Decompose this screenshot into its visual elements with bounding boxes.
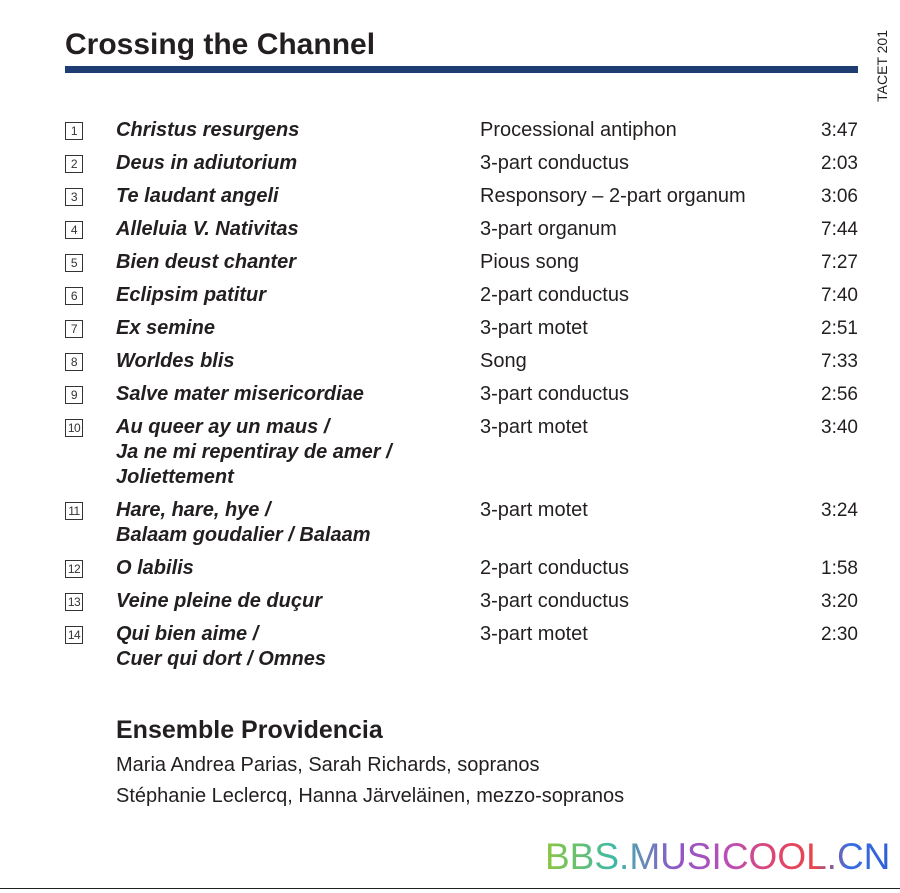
track-number: 10 xyxy=(65,419,83,437)
track-row xyxy=(65,589,858,614)
track-genre: Song xyxy=(480,350,527,372)
track-number-cell xyxy=(65,622,116,644)
track-number: 7 xyxy=(65,320,83,338)
track-title-line: Hare, hare, hye / xyxy=(116,499,271,521)
track-number: 8 xyxy=(65,353,83,371)
track-row xyxy=(65,498,858,548)
track-number: 9 xyxy=(65,386,83,404)
track-title xyxy=(116,316,480,341)
track-title xyxy=(116,151,480,176)
track-row xyxy=(65,415,858,490)
track-genre: 3-part conductus xyxy=(480,590,629,612)
track-row xyxy=(65,622,858,672)
track-list xyxy=(65,118,858,680)
track-number: 3 xyxy=(65,188,83,206)
track-duration: 3:40 xyxy=(821,417,858,438)
track-genre: Pious song xyxy=(480,251,579,273)
track-genre: 2-part conductus xyxy=(480,284,629,306)
track-duration: 2:30 xyxy=(821,624,858,645)
track-title-line: Cuer qui dort / Omnes xyxy=(116,648,327,670)
track-row xyxy=(65,184,858,209)
track-genre: 3-part motet xyxy=(480,317,588,339)
track-number: 5 xyxy=(65,254,83,272)
watermark-text: BBS.MUSICOOL.CN xyxy=(545,836,891,877)
track-number-cell xyxy=(65,184,116,206)
track-duration: 3:06 xyxy=(821,186,858,207)
page-title: Crossing the Channel xyxy=(65,28,376,61)
track-title-line: Ex semine xyxy=(116,317,215,339)
track-duration: 3:47 xyxy=(821,120,858,141)
track-genre: 3-part organum xyxy=(480,218,617,240)
ensemble-member-line: Maria Andrea Parias, Sarah Richards, sopranos xyxy=(116,754,540,776)
track-number-cell xyxy=(65,349,116,371)
ensemble-members xyxy=(116,750,624,812)
ensemble-member-line: Stéphanie Leclercq, Hanna Järveläinen, mezzo-sopranos xyxy=(116,785,625,807)
track-title xyxy=(116,349,480,374)
track-title xyxy=(116,622,480,672)
track-number: 1 xyxy=(65,122,83,140)
track-number-cell xyxy=(65,151,116,173)
track-row xyxy=(65,382,858,407)
track-number-cell xyxy=(65,316,116,338)
track-row xyxy=(65,118,858,143)
track-number-cell xyxy=(65,217,116,239)
track-title-line: Christus resurgens xyxy=(116,119,300,141)
track-duration: 2:03 xyxy=(821,153,858,174)
track-number: 14 xyxy=(65,626,83,644)
track-row xyxy=(65,151,858,176)
track-title-line: Bien deust chanter xyxy=(116,251,297,273)
track-genre: Responsory – 2-part organum xyxy=(480,185,746,207)
track-title xyxy=(116,415,480,490)
track-genre: 3-part conductus xyxy=(480,383,629,405)
track-duration: 1:58 xyxy=(821,558,858,579)
track-number-cell xyxy=(65,382,116,404)
track-title-line: Eclipsim patitur xyxy=(116,284,267,306)
track-title xyxy=(116,283,480,308)
track-title-line: Salve mater misericordiae xyxy=(116,383,364,405)
track-title-line: Joliettement xyxy=(116,466,234,488)
catalog-number: TACET 201 xyxy=(874,30,890,102)
track-genre: Processional antiphon xyxy=(480,119,677,141)
track-title xyxy=(116,589,480,614)
track-number-cell xyxy=(65,498,116,520)
track-row xyxy=(65,556,858,581)
track-number: 2 xyxy=(65,155,83,173)
track-title xyxy=(116,498,480,548)
bottom-rule xyxy=(0,888,900,889)
track-duration: 7:33 xyxy=(821,351,858,372)
title-rule xyxy=(65,66,858,73)
track-title-line: Worldes blis xyxy=(116,350,235,372)
track-title-line: Balaam goudalier / Balaam xyxy=(116,524,371,546)
ensemble-name: Ensemble Providencia xyxy=(116,716,383,744)
track-title-line: Veine pleine de duçur xyxy=(116,590,322,612)
track-row xyxy=(65,283,858,308)
track-number-cell xyxy=(65,250,116,272)
track-number: 4 xyxy=(65,221,83,239)
track-number: 13 xyxy=(65,593,83,611)
track-title-line: Alleluia V. Nativitas xyxy=(116,218,299,240)
track-row xyxy=(65,349,858,374)
track-number-cell xyxy=(65,589,116,611)
track-duration: 7:27 xyxy=(821,252,858,273)
track-title xyxy=(116,118,480,143)
track-number: 11 xyxy=(65,502,83,520)
track-number: 6 xyxy=(65,287,83,305)
track-genre: 2-part conductus xyxy=(480,557,629,579)
track-title xyxy=(116,556,480,581)
track-duration: 7:40 xyxy=(821,285,858,306)
track-genre: 3-part motet xyxy=(480,623,588,645)
track-title-line: Qui bien aime / xyxy=(116,623,259,645)
track-row xyxy=(65,316,858,341)
track-number-cell xyxy=(65,415,116,437)
track-duration: 3:20 xyxy=(821,591,858,612)
track-genre: 3-part motet xyxy=(480,416,588,438)
track-title xyxy=(116,250,480,275)
track-title-line: Deus in adiutorium xyxy=(116,152,298,174)
track-number: 12 xyxy=(65,560,83,578)
track-title-line: O labilis xyxy=(116,557,194,579)
track-title xyxy=(116,184,480,209)
track-title xyxy=(116,217,480,242)
track-duration: 7:44 xyxy=(821,219,858,240)
track-number-cell xyxy=(65,283,116,305)
track-title-line: Au queer ay un maus / xyxy=(116,416,330,438)
track-number-cell xyxy=(65,118,116,140)
track-duration: 3:24 xyxy=(821,500,858,521)
track-genre: 3-part conductus xyxy=(480,152,629,174)
track-duration: 2:56 xyxy=(821,384,858,405)
track-row xyxy=(65,250,858,275)
track-title-line: Te laudant angeli xyxy=(116,185,279,207)
track-title xyxy=(116,382,480,407)
track-number-cell xyxy=(65,556,116,578)
track-genre: 3-part motet xyxy=(480,499,588,521)
track-duration: 2:51 xyxy=(821,318,858,339)
track-row xyxy=(65,217,858,242)
track-title-line: Ja ne mi repentiray de amer / xyxy=(116,441,392,463)
